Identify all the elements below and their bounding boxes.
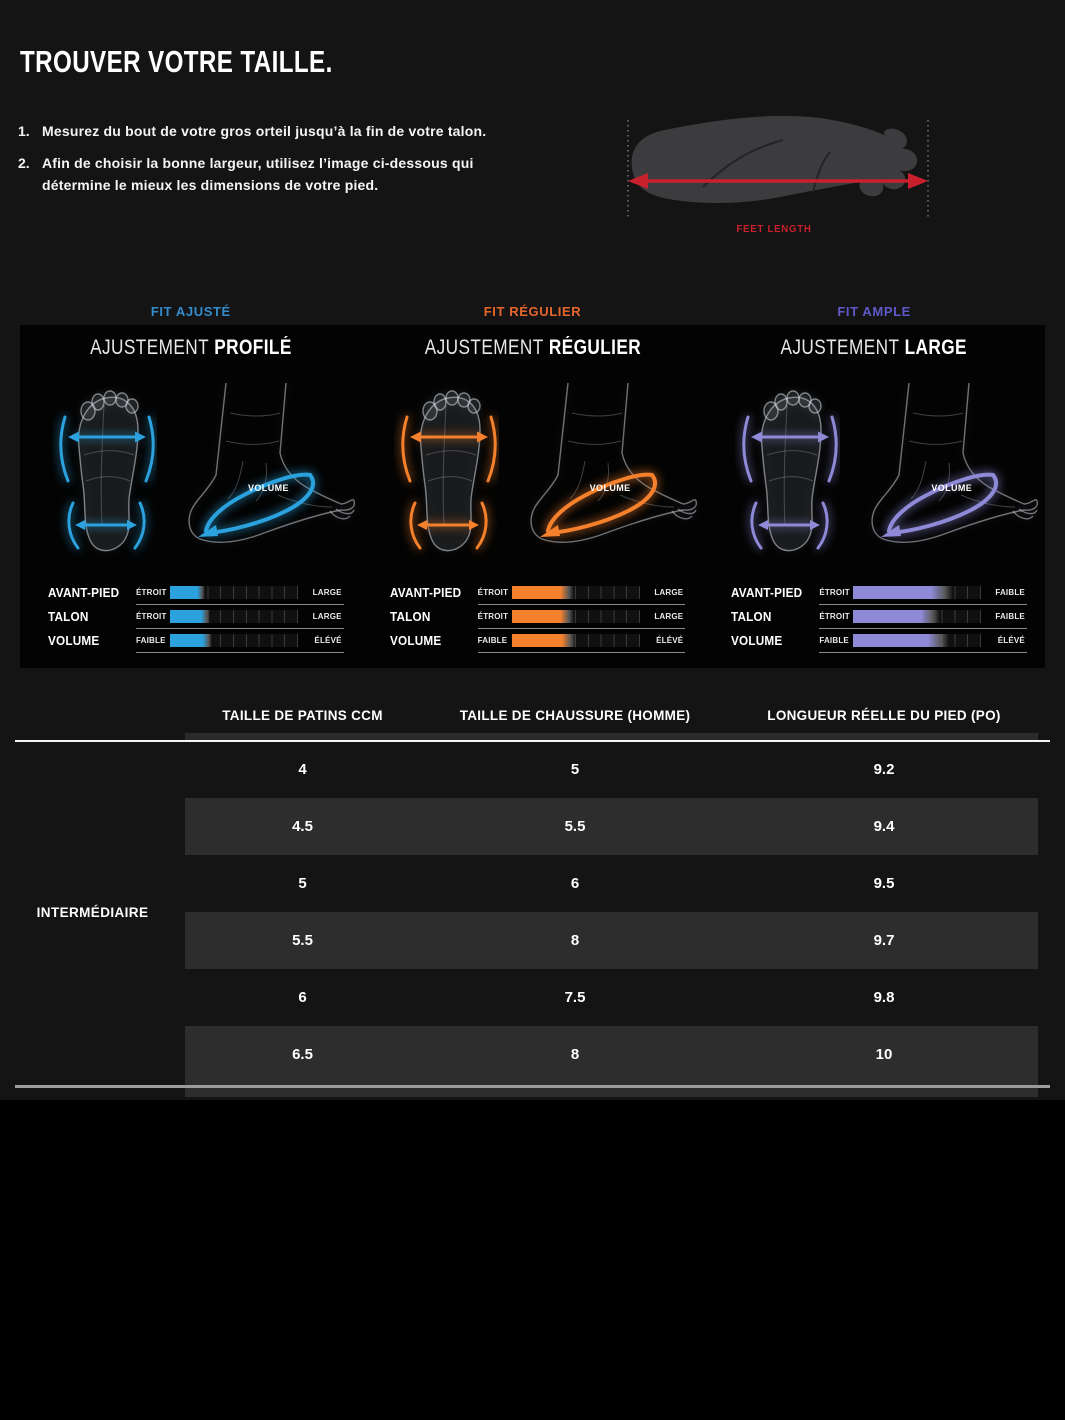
foot-top-view-icon	[735, 385, 840, 565]
gauge-track	[512, 586, 640, 599]
table-row	[185, 798, 1038, 855]
col-header-shoe-size: TAILLE DE CHAUSSURE (HOMME)	[459, 708, 691, 723]
volume-label: VOLUME	[248, 483, 289, 493]
cell-foot-length: 9.4	[873, 818, 895, 835]
gauge-min-label: ÉTROIT	[477, 588, 509, 597]
gauge-max-label: ÉLÉVÉ	[997, 636, 1025, 645]
table-header-divider	[15, 740, 1050, 742]
cell-skate-size: 4	[298, 761, 307, 778]
gauge-label: TALON	[48, 610, 89, 624]
feet-length-label: FEET LENGTH	[736, 223, 812, 235]
tab-fit-regulier[interactable]: FIT RÉGULIER	[483, 304, 582, 319]
gauge-track	[853, 586, 981, 599]
gauge-max-label: LARGE	[312, 588, 342, 597]
table-bottom-divider	[15, 1085, 1050, 1088]
gauge-heel	[703, 605, 1045, 629]
gauge-max-label: FAIBLE	[995, 612, 1025, 621]
col-header-foot-length: LONGUEUR RÉELLE DU PIED (PO)	[767, 708, 1001, 723]
gauge-fill	[853, 634, 949, 647]
table-row	[185, 855, 1038, 912]
gauge-forefoot	[20, 581, 362, 605]
gauge-fill	[853, 586, 953, 599]
cell-shoe-size: 6	[570, 875, 580, 892]
gauge-fill	[170, 610, 210, 623]
title-bold: PROFILÉ	[214, 336, 292, 359]
cell-skate-size: 5	[298, 875, 307, 892]
cell-skate-size: 6	[298, 989, 307, 1006]
fit-column-regular	[362, 325, 704, 668]
gauge-label: TALON	[389, 610, 431, 624]
gauge-fill	[512, 634, 576, 647]
fit-column-large	[703, 325, 1045, 668]
gauge-volume	[362, 629, 704, 653]
gauge-label: VOLUME	[389, 634, 442, 648]
cell-foot-length: 9.2	[873, 761, 895, 778]
gauge-label: TALON	[731, 610, 772, 624]
step-text: Afin de choisir la bonne largeur, utilisez l’image ci-dessous qui détermine le mieux les dimensions de votre pied.	[42, 154, 474, 194]
gauge-track	[512, 610, 640, 623]
table-row	[185, 912, 1038, 969]
gauge-max-label: LARGE	[312, 612, 342, 621]
foot-length-diagram	[618, 92, 944, 250]
foot-side-view-icon	[500, 383, 700, 573]
gauge-fill	[170, 586, 205, 599]
fit-column-profile	[20, 325, 362, 668]
footer-spacer	[0, 1100, 1065, 1420]
fit-gauges	[20, 581, 362, 653]
gauge-max-label: LARGE	[654, 612, 684, 621]
table-row	[185, 741, 1038, 798]
cell-skate-size: 5.5	[292, 932, 313, 949]
fit-column-title	[703, 336, 1045, 360]
cell-skate-size: 4.5	[292, 818, 313, 835]
gauge-min-label: ÉTROIT	[136, 588, 167, 597]
cell-foot-length: 9.8	[873, 989, 895, 1006]
fit-column-title	[20, 336, 362, 360]
gauge-label: AVANT-PIED	[389, 586, 461, 600]
fit-column-title	[362, 336, 704, 360]
instructions-list	[18, 120, 500, 206]
gauge-label: VOLUME	[731, 634, 783, 648]
foot-side-view-icon	[841, 383, 1041, 573]
title-light: AJUSTEMENT	[424, 336, 544, 359]
tab-fit-ajuste[interactable]: FIT AJUSTÉ	[150, 304, 231, 319]
volume-label: VOLUME	[931, 483, 973, 493]
gauge-track	[853, 610, 981, 623]
step-number: 1.	[18, 123, 30, 139]
cell-shoe-size: 7.5	[564, 989, 586, 1006]
gauge-fill	[512, 610, 575, 623]
gauge-max-label: ÉLÉVÉ	[314, 636, 342, 645]
cell-skate-size: 6.5	[292, 1046, 313, 1063]
tab-fit-ample[interactable]: FIT AMPLE	[837, 304, 911, 319]
gauge-min-label: FAIBLE	[136, 636, 166, 645]
step-text: Mesurez du bout de votre gros orteil jusqu’à la fin de votre talon.	[42, 123, 487, 139]
gauge-fill	[512, 586, 575, 599]
gauge-track	[853, 634, 981, 647]
gauge-fill	[853, 610, 940, 623]
page-title: TROUVER VOTRE TAILLE.	[20, 44, 333, 79]
gauge-max-label: FAIBLE	[995, 588, 1025, 597]
fit-tabs	[20, 304, 1045, 319]
gauge-min-label: ÉTROIT	[477, 612, 509, 621]
gauge-label: AVANT-PIED	[48, 586, 120, 600]
gauge-max-label: ÉLÉVÉ	[656, 636, 684, 645]
gauge-min-label: ÉTROIT	[819, 612, 850, 621]
fit-gauges	[362, 581, 704, 653]
title-light: AJUSTEMENT	[90, 336, 209, 359]
cell-shoe-size: 8	[570, 932, 580, 949]
gauge-track	[512, 634, 640, 647]
row-group-label: INTERMÉDIAIRE	[36, 905, 149, 920]
foot-top-view-icon	[52, 385, 157, 565]
foot-side-view-icon	[158, 383, 358, 573]
title-bold: LARGE	[905, 336, 968, 359]
gauge-min-label: FAIBLE	[819, 636, 849, 645]
table-row	[185, 969, 1038, 1026]
fit-gauges	[703, 581, 1045, 653]
gauge-fill	[170, 634, 212, 647]
col-header-skate-size: TAILLE DE PATINS CCM	[222, 708, 383, 723]
size-table-header-row	[185, 708, 1038, 723]
cell-shoe-size: 8	[570, 1046, 580, 1063]
foot-top-view-icon	[394, 385, 499, 565]
gauge-track	[170, 586, 298, 599]
cell-shoe-size: 5	[570, 761, 580, 778]
gauge-max-label: LARGE	[654, 588, 684, 597]
gauge-min-label: FAIBLE	[477, 636, 508, 645]
title-light: AJUSTEMENT	[780, 336, 900, 359]
gauge-forefoot	[362, 581, 704, 605]
volume-label: VOLUME	[589, 483, 631, 493]
gauge-forefoot	[703, 581, 1045, 605]
gauge-min-label: ÉTROIT	[136, 612, 167, 621]
size-table-body	[185, 733, 1038, 1097]
gauge-track	[170, 610, 298, 623]
gauge-label: AVANT-PIED	[731, 586, 803, 600]
gauge-heel	[362, 605, 704, 629]
cell-shoe-size: 5.5	[564, 818, 586, 835]
gauge-track	[170, 634, 298, 647]
gauge-heel	[20, 605, 362, 629]
fit-comparison-panel	[20, 325, 1045, 668]
cell-foot-length: 10	[875, 1046, 893, 1063]
instruction-step	[18, 120, 500, 143]
instruction-step	[18, 152, 500, 197]
cell-foot-length: 9.5	[873, 875, 895, 892]
title-bold: RÉGULIER	[548, 336, 641, 359]
gauge-volume	[703, 629, 1045, 653]
gauge-label: VOLUME	[48, 634, 100, 648]
cell-foot-length: 9.7	[873, 932, 895, 949]
gauge-min-label: ÉTROIT	[819, 588, 850, 597]
gauge-volume	[20, 629, 362, 653]
table-row	[185, 1026, 1038, 1083]
step-number: 2.	[18, 154, 30, 171]
